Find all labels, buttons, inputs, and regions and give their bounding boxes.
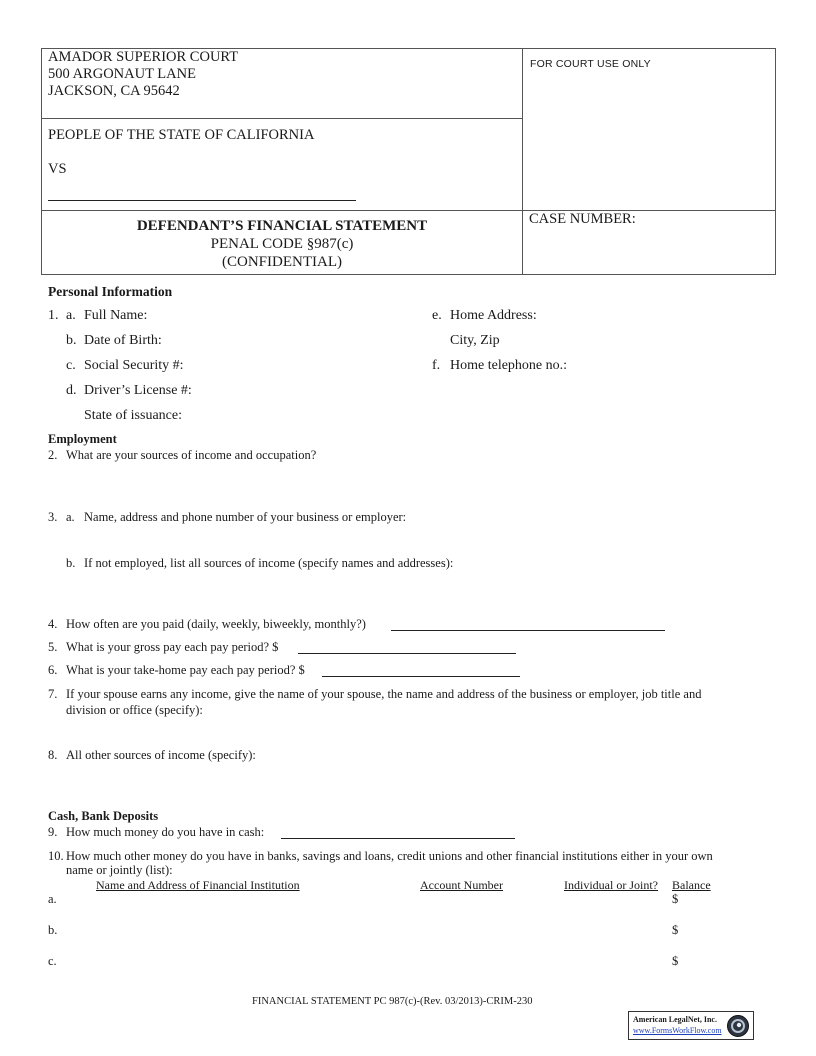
state-of-issuance-label: State of issuance: (84, 408, 182, 423)
q2-text: What are your sources of income and occupation? (66, 448, 317, 462)
q10-number: 10. (48, 849, 64, 863)
court-name: AMADOR SUPERIOR COURT (48, 49, 239, 65)
q3-number: 3. (48, 510, 58, 524)
personal-info-heading: Personal Information (48, 284, 173, 299)
col-institution-header: Name and Address of Financial Institution (96, 878, 300, 892)
q1f-letter: f. (432, 358, 441, 373)
q1b-letter: b. (66, 333, 77, 348)
q1-number: 1. (48, 308, 59, 323)
court-city: JACKSON, CA 95642 (48, 83, 180, 99)
col-individual-joint-header: Individual or Joint? (564, 878, 658, 892)
form-title-block (42, 217, 522, 271)
defendant-name-line[interactable] (48, 200, 356, 201)
q3b-letter: b. (66, 556, 76, 570)
q5-text: What is your gross pay each pay period? $ (66, 640, 279, 654)
form-identifier: FINANCIAL STATEMENT PC 987(c)-(Rev. 03/2013)-CRIM-230 (252, 996, 533, 1007)
court-address (48, 49, 238, 100)
q1e-letter: e. (432, 308, 442, 323)
col-balance-header: Balance (672, 878, 711, 892)
case-number-label: CASE NUMBER: (529, 211, 636, 227)
q7-text-line1: If your spouse earns any income, give the name of your spouse, the name and address of the business or employer, job title and (66, 687, 702, 701)
cash-amount-line[interactable] (281, 838, 515, 839)
people-label: PEOPLE OF THE STATE OF CALIFORNIA (48, 127, 315, 143)
caption-divider-middle (41, 210, 776, 211)
employment-heading: Employment (48, 432, 117, 446)
q10-text-line1: How much other money do you have in banks, savings and loans, credit unions and other financial institutions either in your own (66, 849, 713, 863)
col-account-number-header: Account Number (420, 878, 503, 892)
q1a-letter: a. (66, 308, 76, 323)
take-home-pay-line[interactable] (322, 676, 520, 677)
row-b-currency: $ (672, 923, 679, 937)
q3b-text: If not employed, list all sources of income (specify names and addresses): (84, 556, 454, 570)
q3a-text: Name, address and phone number of your business or employer: (84, 510, 407, 524)
drivers-license-label: Driver’s License #: (84, 383, 192, 398)
q5-number: 5. (48, 640, 58, 654)
court-street: 500 ARGONAUT LANE (48, 66, 196, 82)
row-c-letter: c. (48, 954, 57, 968)
vs-label: VS (48, 161, 67, 177)
city-zip-label: City, Zip (450, 333, 500, 348)
logo-company: American LegalNet, Inc. (633, 1015, 717, 1024)
gross-pay-line[interactable] (298, 653, 516, 654)
court-use-label: FOR COURT USE ONLY (530, 58, 651, 70)
form-subtitle-confidential: (CONFIDENTIAL) (222, 254, 342, 270)
q7-number: 7. (48, 687, 58, 701)
q1d-letter: d. (66, 383, 77, 398)
q4-number: 4. (48, 617, 58, 631)
publisher-logo[interactable] (628, 1011, 754, 1040)
home-address-label: Home Address: (450, 308, 537, 323)
logo-website-link[interactable]: www.FormsWorkFlow.com (633, 1026, 722, 1035)
row-c-currency: $ (672, 954, 679, 968)
row-a-currency: $ (672, 892, 679, 906)
row-b-letter: b. (48, 923, 58, 937)
q9-number: 9. (48, 825, 58, 839)
cash-deposits-heading: Cash, Bank Deposits (48, 809, 159, 823)
date-of-birth-label: Date of Birth: (84, 333, 162, 348)
q1c-letter: c. (66, 358, 76, 373)
globe-icon (726, 1014, 750, 1038)
q7-text-line2: division or office (specify): (66, 703, 203, 717)
full-name-label: Full Name: (84, 308, 148, 323)
q3a-letter: a. (66, 510, 75, 524)
q8-text: All other sources of income (specify): (66, 748, 256, 762)
q2-number: 2. (48, 448, 58, 462)
home-telephone-label: Home telephone no.: (450, 358, 568, 373)
q6-text: What is your take-home pay each pay period? $ (66, 663, 305, 677)
caption-divider-left (41, 118, 523, 119)
ssn-label: Social Security #: (84, 358, 184, 373)
q6-number: 6. (48, 663, 58, 677)
caption-vertical-divider (522, 48, 523, 275)
row-a-letter: a. (48, 892, 57, 906)
form-title: DEFENDANT’S FINANCIAL STATEMENT (136, 218, 428, 234)
form-subtitle-code: PENAL CODE §987(c) (210, 236, 354, 252)
q9-text: How much money do you have in cash: (66, 825, 265, 839)
q10-text-line2: name or jointly (list): (66, 863, 173, 877)
q4-text: How often are you paid (daily, weekly, biweekly, monthly?) (66, 617, 366, 631)
q8-number: 8. (48, 748, 58, 762)
pay-frequency-line[interactable] (391, 630, 665, 631)
